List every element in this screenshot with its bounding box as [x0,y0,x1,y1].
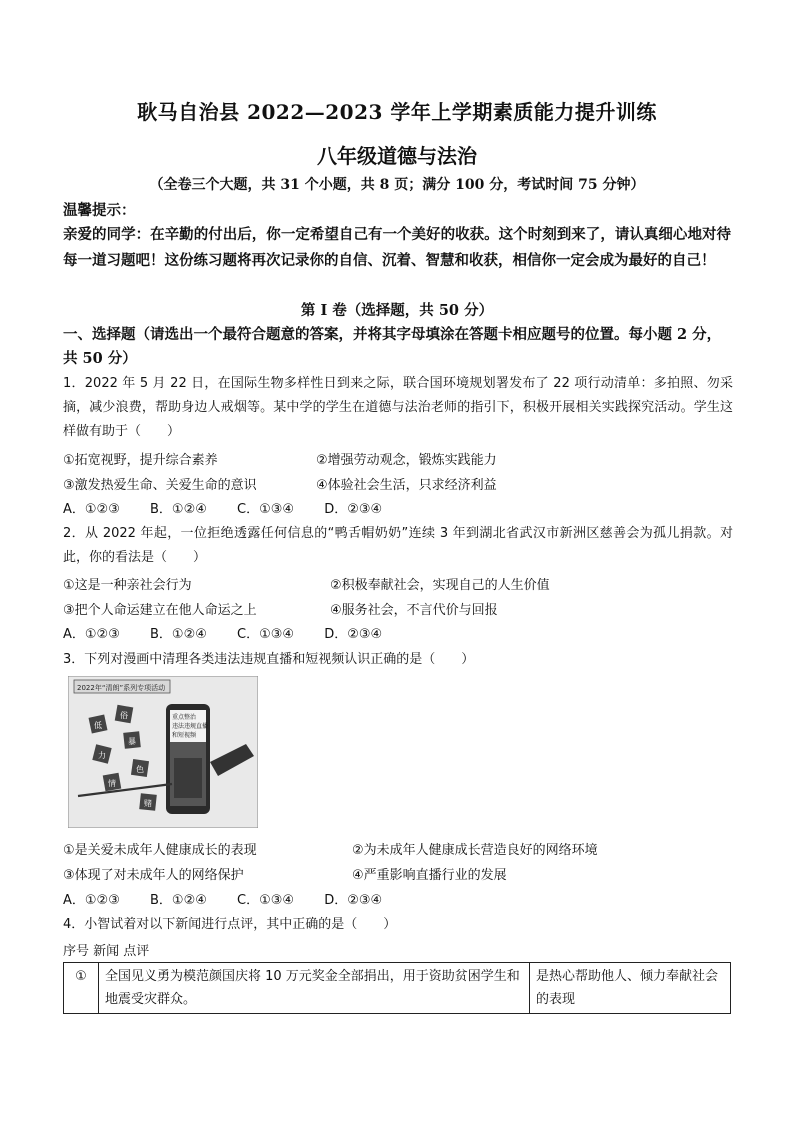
q3-option-3: ③体现了对未成年人的网络保护 [63,868,244,883]
question-4-stem: 4．小智试着对以下新闻进行点评，其中正确的是（ ） [63,917,397,932]
q2-answer-a: A．①②③ [63,627,120,642]
cartoon-tile-3-label: 暴 [128,737,136,746]
cartoon-tile-1-label: 低 [94,721,102,730]
q2-answer-c: C．①③④ [237,627,295,642]
exam-note: （全卷三个大题，共 31 个小题，共 8 页；满分 100 分，考试时间 75 分钟） [149,177,645,193]
q3-answer-a: A．①②③ [63,893,120,908]
cartoon-tile-6-label: 情 [108,779,116,788]
q2-option-1: ①这是一种亲社会行为 [63,578,192,593]
q1-answer-d: D．②③④ [324,502,383,517]
cartoon-caption: 2022年“清朗”系列专项活动 [77,684,166,692]
q1-answers [63,498,408,517]
cartoon-phone-figure [174,758,202,798]
q2-option-3: ③把个人命运建立在他人命运之上 [63,603,257,618]
q1-answer-c: C．①③④ [237,502,295,517]
section-heading: 第 I 卷（选择题，共 50 分） [300,302,494,319]
news-table-header: 序号 新闻 点评 [63,944,150,959]
news-table [63,962,731,1014]
cartoon-tile-7-label: 赌 [144,799,152,808]
q3-answer-d: D．②③④ [324,893,383,908]
cartoon-tile-4-label: 力 [98,751,106,760]
table-row [64,963,731,1014]
q3-option-2: ②为未成年人健康成长营造良好的网络环境 [352,843,598,858]
q2-answer-d: D．②③④ [324,627,383,642]
cartoon-tile-5-label: 色 [136,765,144,774]
cartoon-phone-line-3: 和短视频 [172,732,197,739]
question-2-stem: 2．从 2022 年起，一位拒绝透露任何信息的“鸭舌帽奶奶”连续 3 年到湖北省武汉市新洲区慈善会为孤儿捐款。对此，你的看法是（ ） [63,526,733,565]
q3-option-4: ④严重影响直播行业的发展 [352,868,507,883]
q3-option-1: ①是关爱未成年人健康成长的表现 [63,843,257,858]
q2-answers [63,623,408,642]
q2-answer-b: B．①②④ [150,627,207,642]
exam-title: 耿马自治县 2022—2023 学年上学期素质能力提升训练 [137,100,657,124]
q1-option-4: ④体验社会生活，只求经济利益 [316,478,497,493]
q3-answer-b: B．①②④ [150,893,207,908]
q3-answer-c: C．①③④ [237,893,295,908]
exam-subject: 八年级道德与法治 [317,144,477,168]
cartoon-image [68,676,258,828]
tips-label: 温馨提示： [63,202,136,219]
question-1-stem: 1．2022 年 5 月 22 日，在国际生物多样性日到来之际，联合国环境规划署发布了 22 项行动清单：多拍照、勿采摘，减少浪费，帮助身边人戒烟等。某中学的学生在道德与法治老师的指引下，积极开展相关实践探究活动。学生这样做有助于（ ） [63,376,733,439]
q2-option-4: ④服务社会，不言代价与回报 [330,603,498,618]
cartoon-tile-2-label: 俗 [120,711,128,720]
q3-answers [63,889,408,908]
q1-option-1: ①拓宽视野，提升综合素养 [63,453,218,468]
q1-answer-a: A．①②③ [63,502,120,517]
q2-option-2: ②积极奉献社会，实现自己的人生价值 [330,578,550,593]
row-news: 全国见义勇为模范颜国庆将 10 万元奖金全部捐出，用于资助贫困学生和地震受灾群众。 [99,963,530,1014]
question-3-stem: 3．下列对漫画中清理各类违法违规直播和短视频认识正确的是（ ） [63,652,475,667]
q1-option-2: ②增强劳动观念，锻炼实践能力 [316,453,497,468]
row-comment: 是热心帮助他人、倾力奉献社会的表现 [530,963,731,1014]
tips-text: 亲爱的同学：在辛勤的付出后，你一定希望自己有一个美好的收获。这个时刻到来了，请认真细心地对待每一道习题吧！这份练习题将再次记录你的自信、沉着、智慧和收获，相信你一定会成为最好的自己！ [63,226,731,269]
cartoon-phone-line-2: 违法违规直播 [172,723,209,730]
cartoon-phone-line-1: 重点整治 [172,714,197,721]
q1-answer-b: B．①②④ [150,502,207,517]
q1-option-3: ③激发热爱生命、关爱生命的意识 [63,478,257,493]
part-instructions: 一、选择题（请选出一个最符合题意的答案，并将其字母填涂在答题卡相应题号的位置。每小题 2 分，共 50 分） [63,326,722,367]
row-number: ① [64,963,99,1014]
